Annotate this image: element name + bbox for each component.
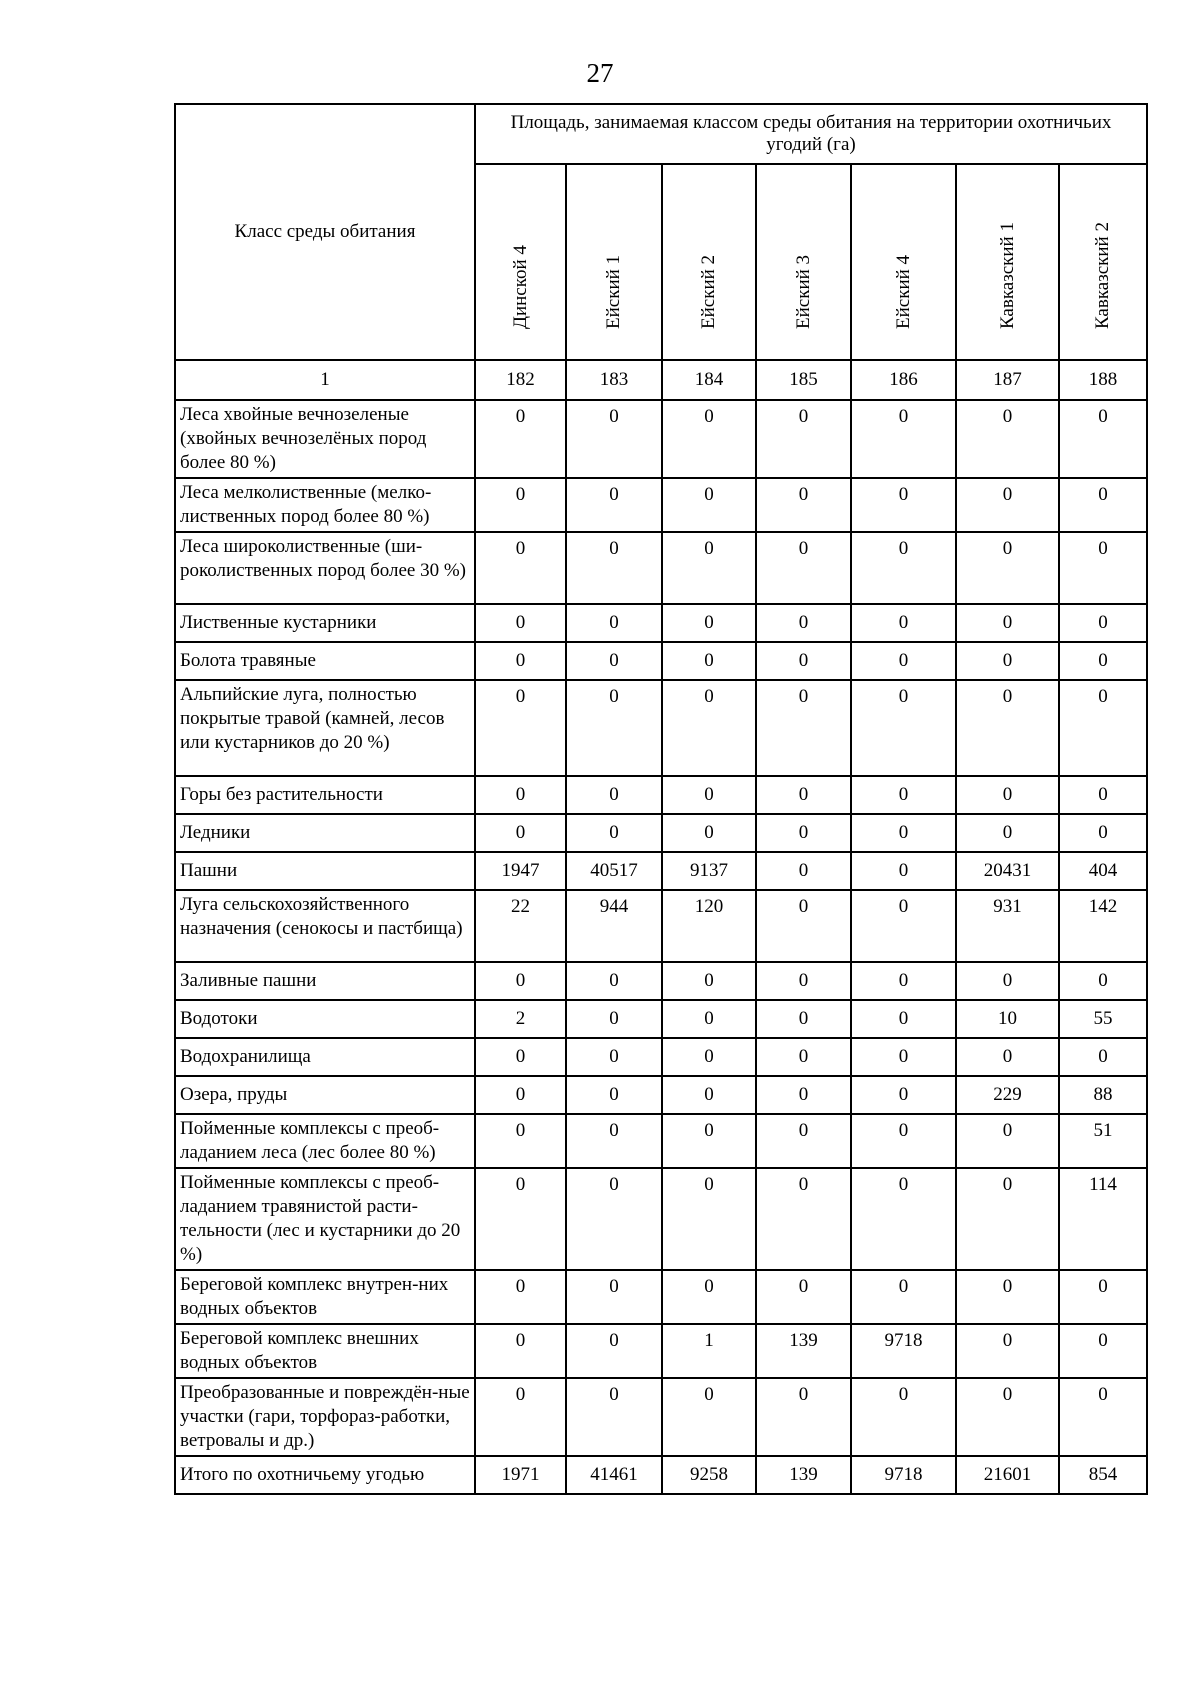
column-header-label: Кавказский 1	[996, 222, 1018, 329]
area-value: 0	[475, 680, 566, 776]
area-value: 1	[662, 1324, 756, 1378]
area-value: 0	[1059, 1378, 1147, 1456]
habitat-class-label: Леса широколиственные (ши-роколиственных пород более 30 %)	[175, 532, 475, 604]
area-value: 0	[956, 1378, 1059, 1456]
area-value: 0	[956, 962, 1059, 1000]
table-row	[175, 1378, 1147, 1456]
area-value: 0	[756, 1114, 851, 1168]
area-value: 0	[475, 604, 566, 642]
table-row	[175, 604, 1147, 642]
column-header	[851, 164, 956, 360]
area-value: 0	[756, 1378, 851, 1456]
area-value: 0	[851, 1168, 956, 1270]
area-value: 21601	[956, 1456, 1059, 1494]
area-value: 9718	[851, 1456, 956, 1494]
column-header	[475, 164, 566, 360]
area-value: 0	[956, 1114, 1059, 1168]
header-habitat-class: Класс среды обитания	[175, 104, 475, 360]
area-value: 0	[956, 532, 1059, 604]
table-row	[175, 1270, 1147, 1324]
area-value: 0	[1059, 604, 1147, 642]
area-value: 0	[956, 1270, 1059, 1324]
area-value: 51	[1059, 1114, 1147, 1168]
area-value: 120	[662, 890, 756, 962]
area-value: 0	[851, 814, 956, 852]
area-value: 0	[1059, 776, 1147, 814]
area-value: 20431	[956, 852, 1059, 890]
area-value: 0	[756, 532, 851, 604]
column-header-label: Ейский 2	[698, 254, 719, 329]
area-value: 2	[475, 1000, 566, 1038]
area-value: 0	[1059, 1038, 1147, 1076]
area-value: 0	[566, 680, 662, 776]
area-value: 0	[1059, 532, 1147, 604]
table-row	[175, 890, 1147, 962]
table-row	[175, 1038, 1147, 1076]
area-value: 0	[566, 604, 662, 642]
habitat-class-label: Озера, пруды	[175, 1076, 475, 1114]
habitat-class-label: Ледники	[175, 814, 475, 852]
table-row	[175, 776, 1147, 814]
habitat-class-label: Преобразованные и повреждён-ные участки (гари, торфораз-работки, ветровалы и др.)	[175, 1378, 475, 1456]
area-value: 0	[851, 400, 956, 478]
area-value: 0	[756, 1076, 851, 1114]
area-value: 0	[662, 642, 756, 680]
area-value: 0	[756, 400, 851, 478]
area-value: 0	[851, 962, 956, 1000]
table-row	[175, 478, 1147, 532]
area-value: 0	[956, 680, 1059, 776]
table-row	[175, 642, 1147, 680]
area-value: 0	[956, 604, 1059, 642]
area-value: 114	[1059, 1168, 1147, 1270]
area-value: 0	[851, 1076, 956, 1114]
area-value: 0	[662, 400, 756, 478]
area-value: 0	[662, 532, 756, 604]
area-value: 854	[1059, 1456, 1147, 1494]
habitat-class-label: Лиственные кустарники	[175, 604, 475, 642]
area-value: 0	[566, 1378, 662, 1456]
column-header-label: Динской 4	[509, 245, 531, 329]
column-header	[1059, 164, 1147, 360]
column-number: 182	[475, 360, 566, 400]
area-value: 142	[1059, 890, 1147, 962]
habitat-class-label: Заливные пашни	[175, 962, 475, 1000]
area-value: 0	[851, 1270, 956, 1324]
area-value: 0	[662, 776, 756, 814]
area-value: 0	[475, 776, 566, 814]
area-value: 0	[851, 1000, 956, 1038]
habitat-class-label: Горы без растительности	[175, 776, 475, 814]
habitat-class-label: Пойменные комплексы с преоб-ладанием травянистой расти-тельности (лес и кустарники до 20 %)	[175, 1168, 475, 1270]
area-value: 0	[1059, 1270, 1147, 1324]
area-value: 0	[851, 478, 956, 532]
area-value: 0	[756, 852, 851, 890]
area-value: 0	[851, 604, 956, 642]
area-value: 0	[566, 478, 662, 532]
area-value: 0	[756, 1168, 851, 1270]
column-header	[662, 164, 756, 360]
area-value: 0	[1059, 814, 1147, 852]
habitat-class-label: Луга сельскохозяйственного назначения (сенокосы и пастбища)	[175, 890, 475, 962]
area-value: 0	[662, 604, 756, 642]
area-value: 0	[1059, 478, 1147, 532]
area-value: 1947	[475, 852, 566, 890]
area-value: 0	[956, 776, 1059, 814]
column-number: 186	[851, 360, 956, 400]
table-row	[175, 1114, 1147, 1168]
area-value: 41461	[566, 1456, 662, 1494]
area-value: 0	[756, 1038, 851, 1076]
area-value: 0	[662, 962, 756, 1000]
area-value: 0	[566, 642, 662, 680]
table-row	[175, 1456, 1147, 1494]
area-value: 0	[956, 814, 1059, 852]
area-value: 40517	[566, 852, 662, 890]
page-number: 27	[586, 58, 614, 88]
area-value: 0	[566, 1168, 662, 1270]
area-value: 1971	[475, 1456, 566, 1494]
habitat-area-table	[174, 103, 1148, 1495]
column-header	[566, 164, 662, 360]
area-value: 0	[756, 642, 851, 680]
area-value: 0	[756, 1270, 851, 1324]
area-value: 55	[1059, 1000, 1147, 1038]
area-value: 0	[566, 962, 662, 1000]
table-row	[175, 852, 1147, 890]
area-value: 0	[756, 478, 851, 532]
area-value: 0	[756, 1000, 851, 1038]
area-value: 0	[851, 776, 956, 814]
area-value: 0	[566, 1270, 662, 1324]
habitat-class-label: Леса хвойные вечнозеленые (хвойных вечнозелёных пород более 80 %)	[175, 400, 475, 478]
table-row	[175, 962, 1147, 1000]
header-area: Площадь, занимаемая классом среды обитания на территории охотничьих угодий (га)	[475, 104, 1147, 164]
column-header-label: Ейский 1	[603, 254, 624, 329]
area-value: 0	[662, 1114, 756, 1168]
area-value: 931	[956, 890, 1059, 962]
area-value: 944	[566, 890, 662, 962]
column-number: 183	[566, 360, 662, 400]
area-value: 0	[475, 962, 566, 1000]
area-value: 0	[851, 1114, 956, 1168]
area-value: 0	[566, 1114, 662, 1168]
area-value: 0	[566, 400, 662, 478]
habitat-class-label: Береговой комплекс внутрен-них водных объектов	[175, 1270, 475, 1324]
area-value: 0	[1059, 400, 1147, 478]
area-value: 404	[1059, 852, 1147, 890]
column-number: 188	[1059, 360, 1147, 400]
table-row	[175, 1076, 1147, 1114]
area-value: 0	[1059, 1324, 1147, 1378]
column-header	[956, 164, 1059, 360]
table-row	[175, 400, 1147, 478]
area-value: 0	[475, 1076, 566, 1114]
column-number: 187	[956, 360, 1059, 400]
area-value: 0	[475, 1168, 566, 1270]
area-value: 0	[956, 400, 1059, 478]
area-value: 0	[851, 642, 956, 680]
column-number: 185	[756, 360, 851, 400]
area-value: 0	[956, 1168, 1059, 1270]
area-value: 0	[756, 776, 851, 814]
area-value: 0	[851, 532, 956, 604]
habitat-class-label: Водохранилища	[175, 1038, 475, 1076]
area-value: 0	[475, 1038, 566, 1076]
table-row	[175, 680, 1147, 776]
column-header-label: Ейский 4	[892, 254, 914, 329]
area-value: 9718	[851, 1324, 956, 1378]
area-value: 0	[756, 890, 851, 962]
area-value: 0	[756, 962, 851, 1000]
column-header-label: Ейский 3	[792, 254, 814, 329]
area-value: 0	[756, 680, 851, 776]
table-row	[175, 532, 1147, 604]
area-value: 0	[756, 814, 851, 852]
area-value: 0	[475, 642, 566, 680]
area-value: 0	[1059, 642, 1147, 680]
area-value: 139	[756, 1324, 851, 1378]
area-value: 0	[662, 1000, 756, 1038]
area-value: 0	[566, 532, 662, 604]
area-value: 0	[475, 400, 566, 478]
habitat-class-label: Береговой комплекс внешних водных объектов	[175, 1324, 475, 1378]
area-value: 0	[566, 776, 662, 814]
habitat-class-label: Пашни	[175, 852, 475, 890]
area-value: 0	[851, 1378, 956, 1456]
area-value: 0	[1059, 962, 1147, 1000]
area-value: 0	[956, 478, 1059, 532]
area-value: 0	[662, 478, 756, 532]
habitat-class-label: Леса мелколиственные (мелко-лиственных пород более 80 %)	[175, 478, 475, 532]
table-row	[175, 814, 1147, 852]
habitat-class-label: Водотоки	[175, 1000, 475, 1038]
area-value: 0	[851, 852, 956, 890]
area-value: 0	[566, 814, 662, 852]
column-number: 184	[662, 360, 756, 400]
area-value: 88	[1059, 1076, 1147, 1114]
area-value: 0	[475, 1324, 566, 1378]
area-value: 0	[475, 1378, 566, 1456]
area-value: 9258	[662, 1456, 756, 1494]
area-value: 0	[566, 1038, 662, 1076]
table-row	[175, 1000, 1147, 1038]
area-value: 0	[475, 532, 566, 604]
habitat-class-label: Итого по охотничьему угодью	[175, 1456, 475, 1494]
habitat-class-label: Пойменные комплексы с преоб-ладанием леса (лес более 80 %)	[175, 1114, 475, 1168]
area-value: 0	[475, 1114, 566, 1168]
area-value: 0	[662, 1168, 756, 1270]
column-header	[756, 164, 851, 360]
area-value: 0	[956, 1324, 1059, 1378]
area-value: 0	[851, 1038, 956, 1076]
area-value: 0	[662, 1076, 756, 1114]
habitat-class-label: Болота травяные	[175, 642, 475, 680]
area-value: 9137	[662, 852, 756, 890]
area-value: 0	[756, 604, 851, 642]
area-value: 0	[566, 1076, 662, 1114]
table-row	[175, 1324, 1147, 1378]
area-value: 0	[662, 1270, 756, 1324]
area-value: 0	[475, 814, 566, 852]
area-value: 0	[851, 680, 956, 776]
area-value: 0	[475, 478, 566, 532]
column-number: 1	[175, 360, 475, 400]
area-value: 139	[756, 1456, 851, 1494]
area-value: 22	[475, 890, 566, 962]
area-value: 0	[662, 1378, 756, 1456]
area-value: 0	[662, 680, 756, 776]
area-value: 229	[956, 1076, 1059, 1114]
area-value: 0	[1059, 680, 1147, 776]
area-value: 0	[566, 1324, 662, 1378]
area-value: 0	[662, 1038, 756, 1076]
habitat-class-label: Альпийские луга, полностью покрытые травой (камней, лесов или кустарников до 20 %)	[175, 680, 475, 776]
table-row	[175, 1168, 1147, 1270]
area-value: 10	[956, 1000, 1059, 1038]
area-value: 0	[566, 1000, 662, 1038]
area-value: 0	[475, 1270, 566, 1324]
column-header-label: Кавказский 2	[1092, 222, 1113, 329]
area-value: 0	[956, 642, 1059, 680]
area-value: 0	[851, 890, 956, 962]
area-value: 0	[662, 814, 756, 852]
area-value: 0	[956, 1038, 1059, 1076]
